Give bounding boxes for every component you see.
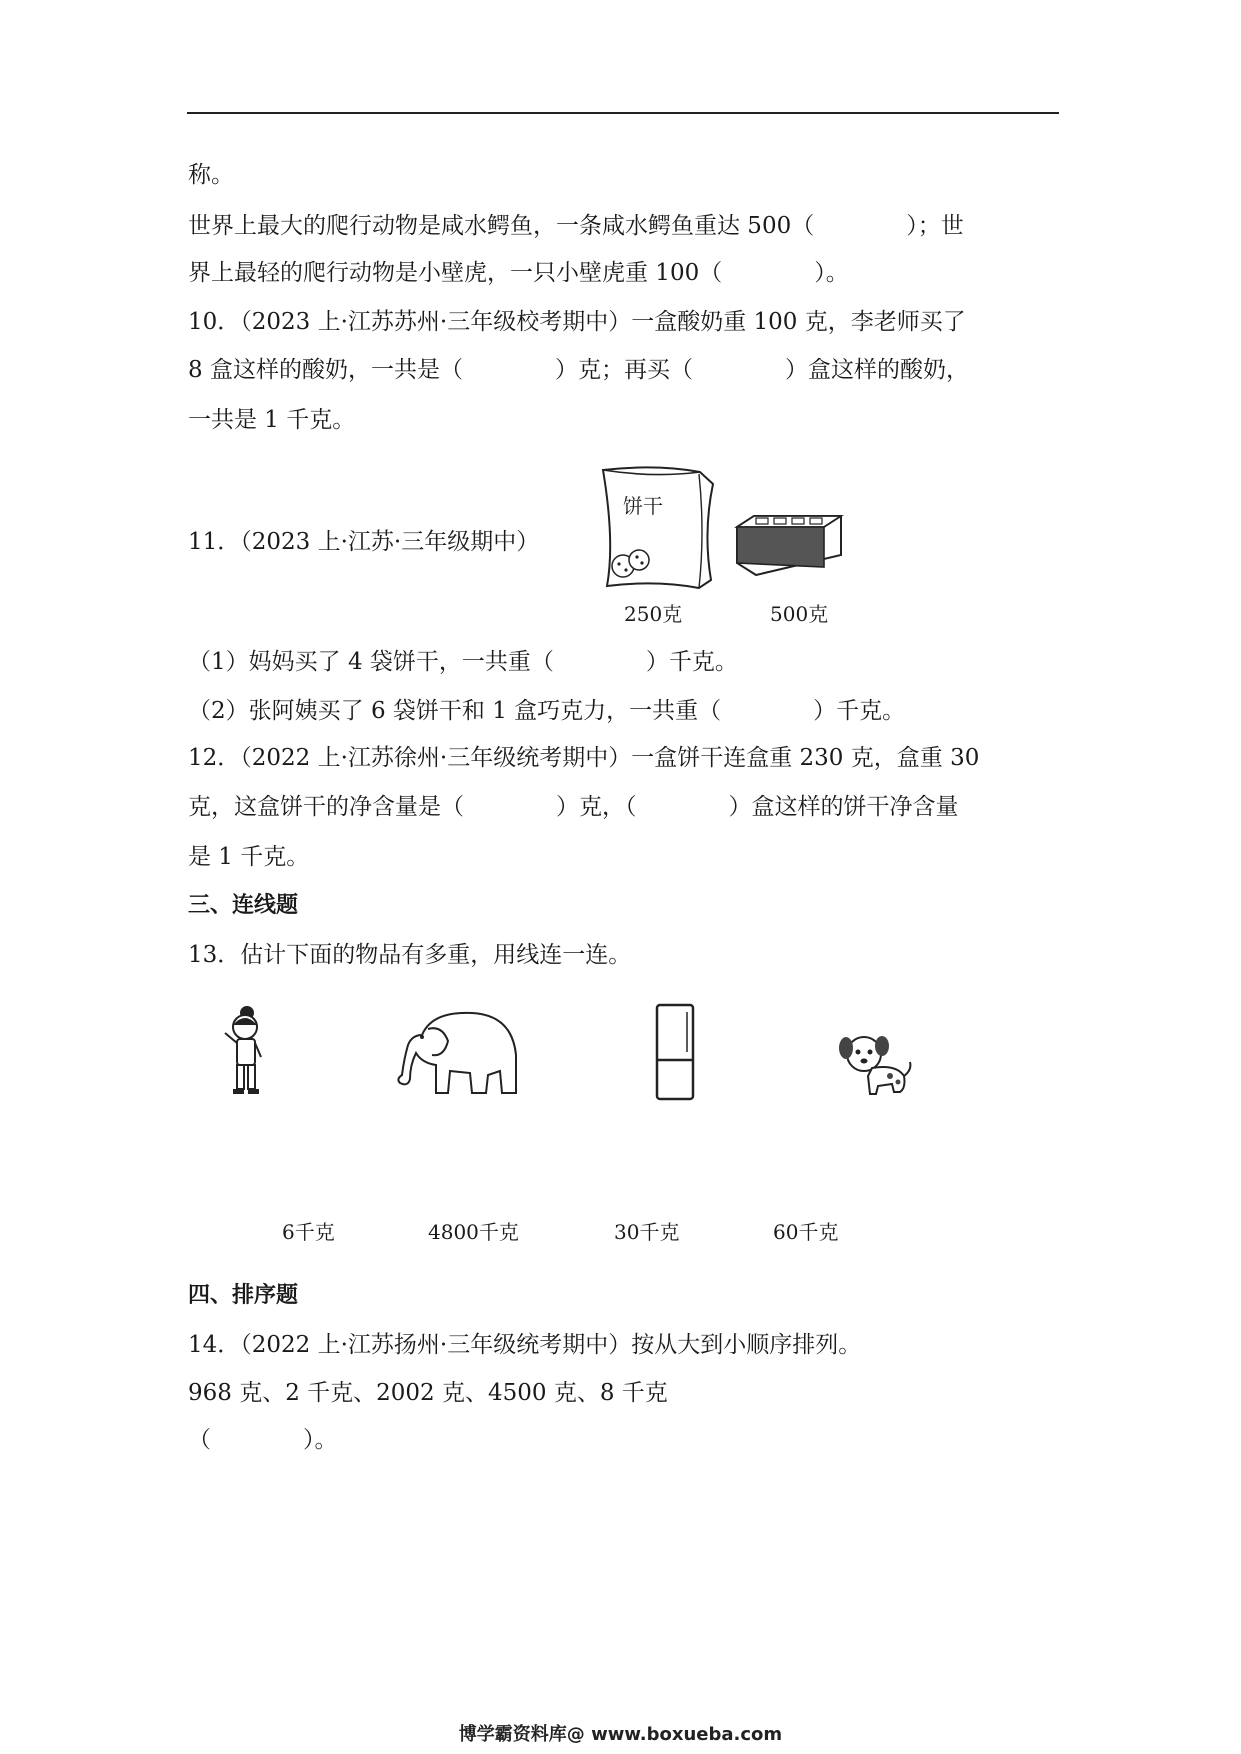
footer-watermark: 博学霸资料库@ www.boxueba.com bbox=[458, 1724, 783, 1745]
weight-option: 6千克 bbox=[282, 1220, 335, 1244]
text-line: 称。 bbox=[188, 162, 234, 188]
text-line: 界上最轻的爬行动物是小壁虎，一只小壁虎重 100（ ）。 bbox=[188, 260, 849, 286]
question-11-part-1: （1）妈妈买了 4 袋饼干，一共重（ ）千克。 bbox=[188, 649, 738, 675]
box-weight-label: 500克 bbox=[770, 602, 829, 626]
weight-option: 60千克 bbox=[773, 1220, 839, 1244]
elephant-image bbox=[392, 1005, 522, 1100]
text-line: 8 盒这样的酸奶，一共是（ ）克；再买（ ）盒这样的酸奶， bbox=[188, 357, 969, 383]
text-line: 世界上最大的爬行动物是咸水鳄鱼，一条咸水鳄鱼重达 500（ ）；世 bbox=[188, 213, 964, 239]
question-11: 11．（2023 上·江苏·三年级期中） bbox=[188, 529, 540, 555]
question-10: 10．（2023 上·江苏苏州·三年级校考期中）一盒酸奶重 100 克，李老师买了 bbox=[188, 309, 966, 335]
girl-image bbox=[217, 1005, 273, 1097]
chocolate-box-image bbox=[734, 513, 844, 579]
section-heading: 四、排序题 bbox=[188, 1283, 299, 1308]
text-line: 一共是 1 千克。 bbox=[188, 407, 356, 433]
bag-label: 饼干 bbox=[623, 494, 663, 518]
refrigerator-image bbox=[651, 1002, 699, 1102]
weight-option: 30千克 bbox=[614, 1220, 680, 1244]
text-line: 克，这盒饼干的净含量是（ ）克，（ ）盒这样的饼干净含量 bbox=[188, 794, 959, 820]
text-line: 是 1 千克。 bbox=[188, 844, 310, 870]
header-rule bbox=[187, 112, 1059, 114]
biscuit-bag-image bbox=[595, 462, 715, 594]
question-13: 13．估计下面的物品有多重，用线连一连。 bbox=[188, 942, 632, 968]
weight-option: 4800千克 bbox=[428, 1220, 519, 1244]
text-line: 968 克、2 千克、2002 克、4500 克、8 千克 bbox=[188, 1380, 668, 1406]
question-11-part-2: （2）张阿姨买了 6 袋饼干和 1 盒巧克力，一共重（ ）千克。 bbox=[188, 698, 906, 724]
question-12: 12．（2022 上·江苏徐州·三年级统考期中）一盒饼干连盒重 230 克，盒重 30 bbox=[188, 745, 980, 771]
question-14: 14．（2022 上·江苏扬州·三年级统考期中）按从大到小顺序排列。 bbox=[188, 1332, 862, 1358]
puppy-image bbox=[834, 1030, 914, 1100]
section-heading: 三、连线题 bbox=[188, 893, 299, 918]
answer-blank: （ ）。 bbox=[188, 1427, 338, 1453]
bag-weight-label: 250克 bbox=[624, 602, 683, 626]
